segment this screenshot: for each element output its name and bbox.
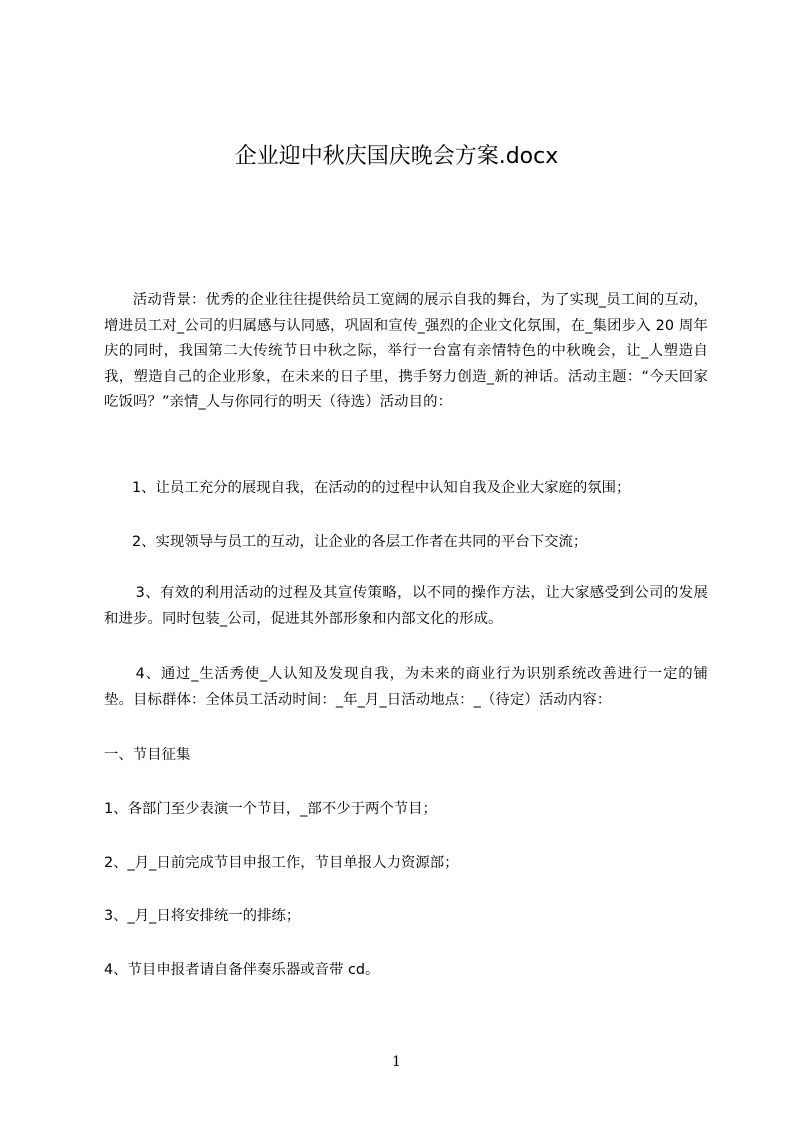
document-title: 企业迎中秋庆国庆晚会方案.docx [234, 144, 559, 169]
section-heading-program-collection: 一、节目征集 [104, 747, 191, 763]
program-item-4: 4、节目申报者请自备伴奏乐器或音带 cd。 [104, 962, 380, 978]
background-paragraph: 活动背景：优秀的企业往往提供给员工宽阔的展示自我的舞台，为了实现_员工间的互动，增进员工对_公司的归属感与认同感，巩固和宣传_强烈的企业文化氛围，在_集团步入 20 周年庆的同时，我国第二大传统节日中秋之际，举行一台富有亲情特色的中秋晚会，让_人塑造自我，塑造自己的企业形象，在未来的日子里，携手努力创造_新的神话。活动主题：“今天回家吃饭吗？”亲情_人与你同行的明天（待选）活动目的： [104, 292, 708, 410]
program-item-1: 1、各部门至少表演一个节目，_部不少于两个节目； [104, 801, 437, 817]
goal-item-3: 3、有效的利用活动的过程及其宣传策略，以不同的操作方法，让大家感受到公司的发展和进步。同时包装_公司，促进其外部形象和内部文化的形成。 [104, 585, 708, 627]
page-number: 1 [392, 1054, 401, 1070]
program-item-2: 2、_月_日前完成节目申报工作，节目单报人力资源部； [104, 855, 459, 871]
goal-item-1: 1、让员工充分的展现自我，在活动的的过程中认知自我及企业大家庭的氛围； [132, 480, 631, 496]
program-item-3: 3、_月_日将安排统一的排练； [104, 908, 301, 924]
goal-item-4: 4、通过_生活秀使_人认知及发现自我，为未来的商业行为识别系统改善进行一定的铺垫。目标群体：全体员工活动时间：_年_月_日活动地点：_（待定）活动内容： [104, 666, 708, 708]
goal-item-2: 2、实现领导与员工的互动，让企业的各层工作者在共同的平台下交流； [132, 534, 588, 550]
